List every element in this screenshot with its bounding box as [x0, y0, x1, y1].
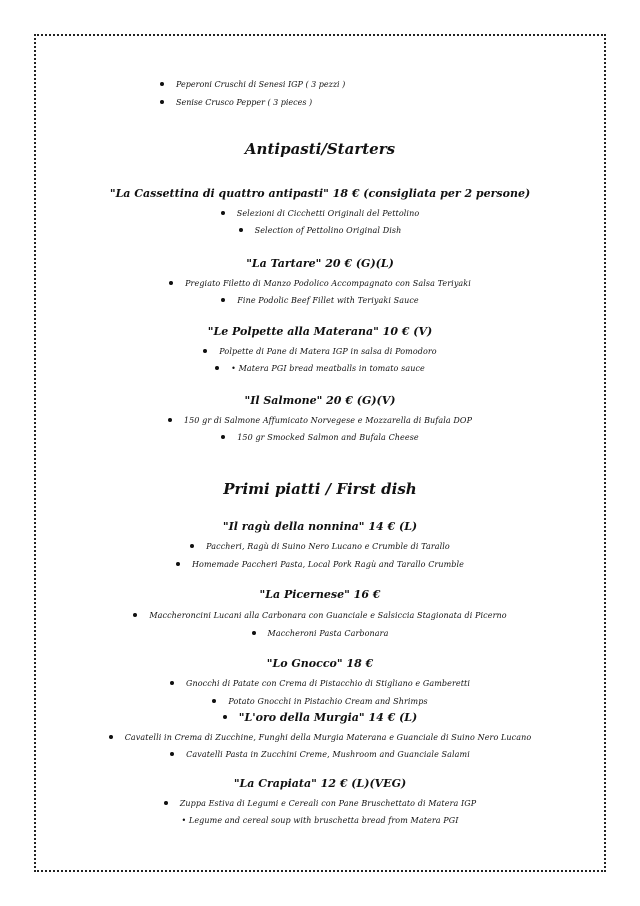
dish-item: Selezioni di Cicchetti Originali del Pettolino	[0, 209, 640, 218]
section-heading-antipasti: Antipasti/Starters	[244, 140, 396, 158]
bullet-icon	[221, 211, 225, 215]
bullet-icon	[160, 100, 164, 104]
dish-item: Gnocchi di Patate con Crema di Pistacchio di Stigliano e Gamberetti	[0, 679, 640, 688]
bullet-icon	[252, 631, 256, 635]
dish-item: Homemade Paccheri Pasta, Local Pork Ragù and Tarallo Crumble	[0, 560, 640, 569]
dish-item: • Matera PGI bread meatballs in tomato sauce	[0, 364, 640, 373]
bullet-icon	[169, 281, 173, 285]
bullet-icon	[239, 228, 243, 232]
dish-item: Zuppa Estiva di Legumi e Cereali con Pane Bruschettato di Matera IGP	[0, 799, 640, 808]
dish-item: 150 gr di Salmone Affumicato Norvegese e Mozzarella di Bufala DOP	[0, 416, 640, 425]
bullet-icon	[133, 613, 137, 617]
dish-title: "L'oro della Murgia" 14 € (L)	[0, 711, 640, 724]
dish-item: • Legume and cereal soup with bruschetta bread from Matera PGI	[181, 816, 459, 825]
bullet-icon	[190, 544, 194, 548]
top-list-item	[160, 80, 345, 89]
top-item-text: Senise Crusco Pepper ( 3 pieces )	[176, 98, 313, 107]
dish-item: Fine Podolic Beef Fillet with Teriyaki Sauce	[0, 296, 640, 305]
dish-item: Pregiato Filetto di Manzo Podolico Accompagnato con Salsa Teriyaki	[0, 279, 640, 288]
bullet-icon	[168, 418, 172, 422]
bullet-icon	[212, 699, 216, 703]
dish-item: Cavatelli in Crema di Zucchine, Funghi della Murgia Materana e Guanciale di Suino Nero Lucano	[0, 733, 640, 742]
dotted-page-border	[34, 34, 606, 872]
dish-item: 150 gr Smocked Salmon and Bufala Cheese	[0, 433, 640, 442]
bullet-icon	[221, 435, 225, 439]
top-item-text: Peperoni Cruschi di Senesi IGP ( 3 pezzi )	[176, 80, 346, 89]
bullet-icon	[170, 752, 174, 756]
dish-item: Paccheri, Ragù di Suino Nero Lucano e Crumble di Tarallo	[0, 542, 640, 551]
bullet-icon	[170, 681, 174, 685]
dish-item: Maccheroni Pasta Carbonara	[0, 629, 640, 638]
dish-title: "Le Polpette alla Materana" 10 € (V)	[207, 325, 433, 338]
dish-title: "Il ragù della nonnina" 14 € (L)	[222, 520, 418, 533]
dish-item: Selection of Pettolino Original Dish	[0, 226, 640, 235]
bullet-icon	[160, 82, 164, 86]
section-heading-primi: Primi piatti / First dish	[223, 480, 417, 498]
dish-title: "La Crapiata" 12 € (L)(VEG)	[233, 777, 407, 790]
top-list-item	[160, 98, 312, 107]
dish-item: Maccheroncini Lucani alla Carbonara con Guanciale e Salsiccia Stagionata di Picerno	[0, 611, 640, 620]
bullet-icon	[203, 349, 207, 353]
bullet-icon	[221, 298, 225, 302]
dish-title: "La Cassettina di quattro antipasti" 18 € (consigliata per 2 persone)	[109, 187, 531, 200]
bullet-icon	[223, 715, 227, 719]
bullet-icon	[164, 801, 168, 805]
dish-title: "La Tartare" 20 € (G)(L)	[246, 257, 394, 270]
dish-item: Cavatelli Pasta in Zucchini Creme, Mushroom and Guanciale Salami	[0, 750, 640, 759]
dish-title: "Il Salmone" 20 € (G)(V)	[244, 394, 396, 407]
bullet-icon	[215, 366, 219, 370]
dish-title: "Lo Gnocco" 18 €	[266, 657, 374, 670]
dish-item: Potato Gnocchi in Pistachio Cream and Shrimps	[0, 697, 640, 706]
bullet-icon	[109, 735, 113, 739]
dish-item: Polpette di Pane di Matera IGP in salsa di Pomodoro	[0, 347, 640, 356]
bullet-icon	[176, 562, 180, 566]
dish-title: "La Picernese" 16 €	[259, 588, 381, 601]
